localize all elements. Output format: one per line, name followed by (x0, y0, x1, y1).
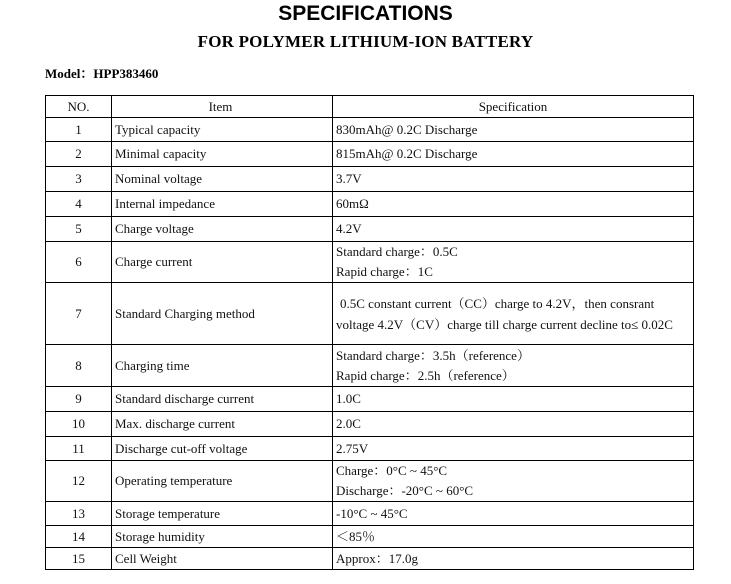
spec-line: 1.0C (336, 391, 361, 406)
row-specification (333, 526, 694, 548)
row-item: Max. discharge current (112, 412, 333, 437)
table-row (46, 526, 694, 548)
table-body (46, 118, 694, 570)
spec-line: 815mAh@ 0.2C Discharge (336, 146, 478, 161)
row-number: 14 (46, 526, 112, 548)
header-no: NO. (46, 96, 112, 118)
row-item: Discharge cut-off voltage (112, 437, 333, 461)
spec-line: ＜85％ (336, 528, 376, 544)
row-specification (333, 345, 694, 387)
table-header-row (46, 96, 694, 118)
row-specification (333, 461, 694, 502)
spec-line: 3.7V (336, 171, 362, 186)
spec-line: 2.75V (336, 440, 369, 456)
row-number: 6 (46, 242, 112, 283)
row-specification (333, 412, 694, 437)
table-row (46, 437, 694, 461)
spec-line: 4.2V (336, 221, 362, 236)
row-specification (333, 167, 694, 192)
table-row (46, 242, 694, 283)
row-number: 2 (46, 142, 112, 167)
table-row (46, 387, 694, 412)
row-item: Charge voltage (112, 217, 333, 242)
row-item: Standard discharge current (112, 387, 333, 412)
table-row (46, 412, 694, 437)
row-number: 5 (46, 217, 112, 242)
header-specification: Specification (333, 96, 694, 118)
spec-line: 2.0C (336, 416, 361, 431)
row-number: 13 (46, 502, 112, 526)
row-number: 4 (46, 192, 112, 217)
row-number: 1 (46, 118, 112, 142)
table-row (46, 283, 694, 345)
row-item: Charge current (112, 242, 333, 283)
spec-line: Standard charge：3.5h（reference） (336, 347, 530, 363)
row-item: Storage humidity (112, 526, 333, 548)
table-row (46, 461, 694, 502)
row-number: 8 (46, 345, 112, 387)
table-row (46, 118, 694, 142)
row-item: Cell Weight (112, 548, 333, 570)
document-title: SPECIFICATIONS (278, 2, 453, 25)
row-item: Storage temperature (112, 502, 333, 526)
model-label: Model： (45, 66, 94, 81)
row-item: Standard Charging method (112, 283, 333, 345)
row-specification (333, 387, 694, 412)
row-specification (333, 192, 694, 217)
spec-line: Charge：0°C ~ 45°C (336, 463, 448, 478)
model-line (45, 65, 158, 83)
row-number: 12 (46, 461, 112, 502)
row-number: 10 (46, 412, 112, 437)
row-item: Charging time (112, 345, 333, 387)
spec-line: -10°C ~ 45°C (336, 505, 408, 521)
spec-line: Rapid charge：1C (336, 264, 433, 279)
table-row (46, 167, 694, 192)
table-row (46, 142, 694, 167)
row-item: Nominal voltage (112, 167, 333, 192)
row-item: Typical capacity (112, 118, 333, 142)
row-specification (333, 217, 694, 242)
table-row (46, 217, 694, 242)
table-row (46, 502, 694, 526)
row-number: 9 (46, 387, 112, 412)
header-item: Item (112, 96, 333, 118)
row-number: 11 (46, 437, 112, 461)
row-number: 7 (46, 283, 112, 345)
document-subtitle: FOR POLYMER LITHIUM-ION BATTERY (197, 32, 534, 51)
specification-table (45, 95, 694, 570)
row-specification (333, 283, 694, 345)
row-specification (333, 548, 694, 570)
row-number: 15 (46, 548, 112, 570)
row-specification (333, 142, 694, 167)
spec-line: Discharge：-20°C ~ 60°C (336, 483, 474, 498)
table-row (46, 192, 694, 217)
row-number: 3 (46, 167, 112, 192)
spec-line: Rapid charge：2.5h（reference） (336, 367, 515, 383)
model-value: HPP383460 (93, 66, 159, 81)
spec-text: 0.5C constant current（CC）charge to 4.2V，then consrant voltage 4.2V（CV）charge till charge current decline to≤ 0.02C (336, 295, 673, 332)
row-item: Minimal capacity (112, 142, 333, 167)
spec-line: Approx：17.0g (336, 550, 418, 566)
spec-line: Standard charge：0.5C (336, 244, 458, 259)
table-row (46, 548, 694, 570)
row-specification (333, 118, 694, 142)
row-item: Operating temperature (112, 461, 333, 502)
table-row (46, 345, 694, 387)
row-specification (333, 437, 694, 461)
spec-line: 830mAh@ 0.2C Discharge (336, 121, 478, 137)
row-item: Internal impedance (112, 192, 333, 217)
spec-line: 60mΩ (336, 196, 369, 211)
row-specification (333, 242, 694, 283)
row-specification (333, 502, 694, 526)
